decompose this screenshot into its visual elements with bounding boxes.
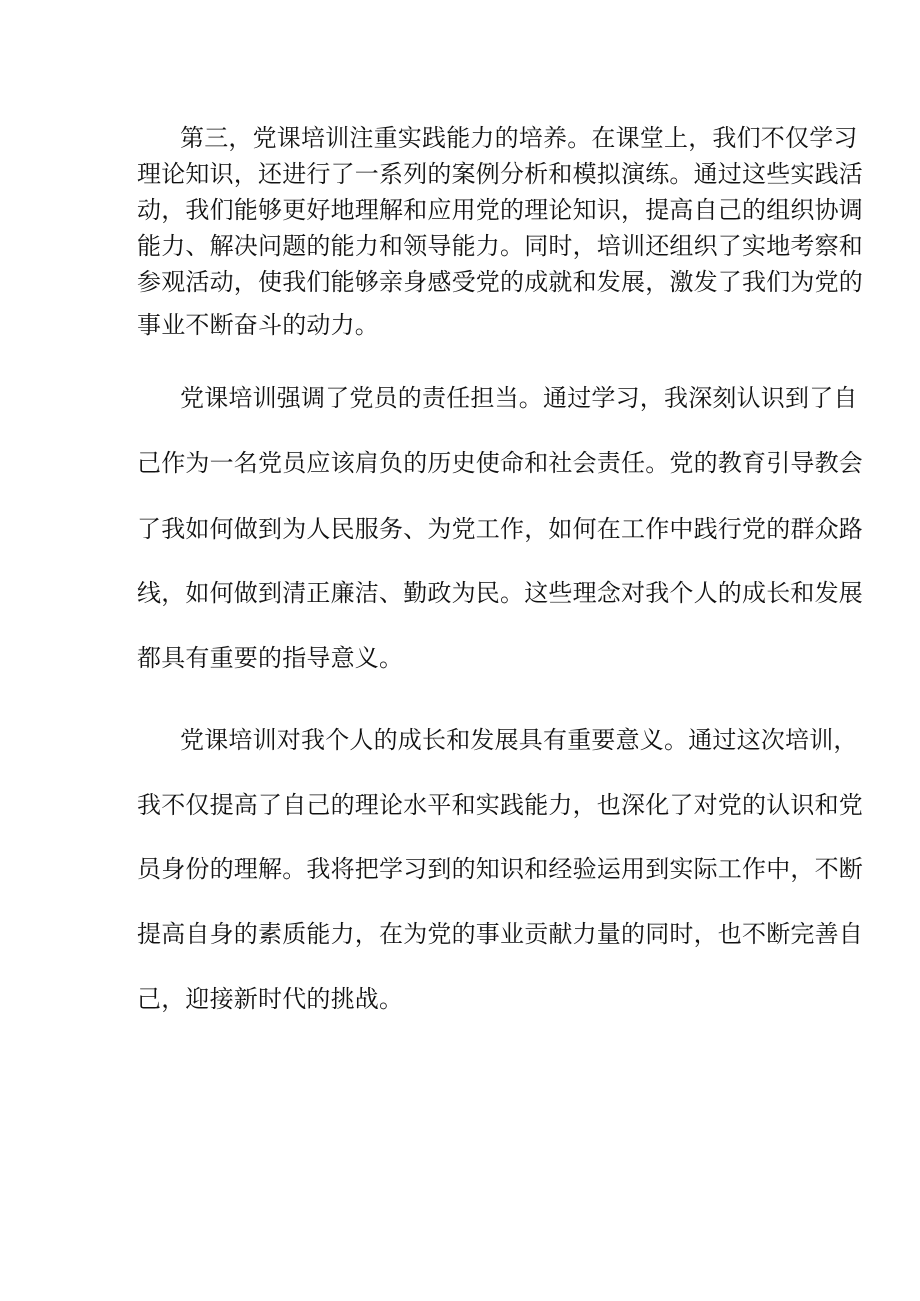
paragraph-1-line-5: 参观活动，使我们能够亲身感受党的成就和发展，激发了我们为党的 xyxy=(137,268,863,296)
paragraph-3-line-4: 提高自身的素质能力，在为党的事业贡献力量的同时，也不断完善自 xyxy=(137,920,863,948)
paragraph-2-line-2: 己作为一名党员应该肩负的历史使命和社会责任。党的教育引导教会 xyxy=(137,449,863,477)
paragraph-2-line-3: 了我如何做到为人民服务、为党工作，如何在工作中践行党的群众路 xyxy=(137,515,863,543)
paragraph-2-line-4: 线，如何做到清正廉洁、勤政为民。这些理念对我个人的成长和发展 xyxy=(137,579,863,607)
paragraph-3-line-5: 己，迎接新时代的挑战。 xyxy=(137,985,404,1013)
paragraph-1-line-6: 事业不断奋斗的动力。 xyxy=(137,311,379,339)
paragraph-3-line-1: 党课培训对我个人的成长和发展具有重要意义。通过这次培训， xyxy=(180,726,858,754)
paragraph-2-line-5: 都具有重要的指导意义。 xyxy=(137,644,404,672)
paragraph-1-line-2: 理论知识，还进行了一系列的案例分析和模拟演练。通过这些实践活 xyxy=(137,160,863,188)
paragraph-1-line-3: 动，我们能够更好地理解和应用党的理论知识，提高自己的组织协调 xyxy=(137,196,863,224)
paragraph-3-line-3: 员身份的理解。我将把学习到的知识和经验运用到实际工作中，不断 xyxy=(137,855,863,883)
paragraph-3-line-2: 我不仅提高了自己的理论水平和实践能力，也深化了对党的认识和党 xyxy=(137,791,863,819)
paragraph-1-line-1: 第三，党课培训注重实践能力的培养。在课堂上，我们不仅学习 xyxy=(180,124,858,152)
paragraph-1-line-4: 能力、解决问题的能力和领导能力。同时，培训还组织了实地考察和 xyxy=(137,232,863,260)
paragraph-2-line-1: 党课培训强调了党员的责任担当。通过学习，我深刻认识到了自 xyxy=(180,384,858,412)
